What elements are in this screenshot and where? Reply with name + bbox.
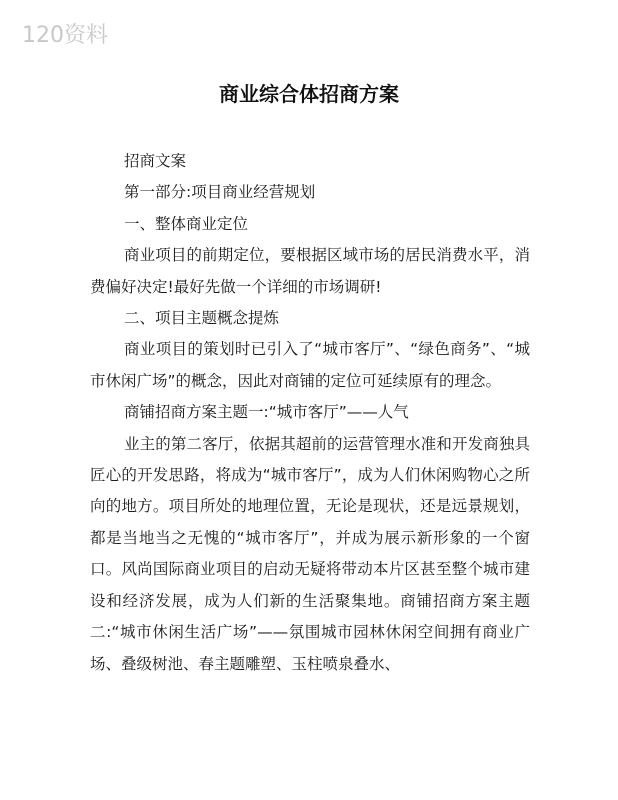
section-heading: 一、整体商业定位 <box>124 214 249 233</box>
document-title: 商业综合体招商方案 <box>219 82 399 106</box>
body-paragraph: 商业项目的策划时已引入了“城市客厅”、“绿色商务”、“城市休闲广场”的概念，因此对商铺的定位可延续原有的理念。 <box>90 340 530 390</box>
section-label: 招商文案 <box>124 152 187 170</box>
body-paragraph: 商业项目的前期定位，要根据区域市场的居民消费水平，消费偏好决定!最好先做一个详细的市场调研! <box>90 246 530 296</box>
watermark: 120资料 <box>22 23 108 48</box>
theme-heading: 商铺招商方案主题一:“城市客厅”——人气 <box>124 403 409 422</box>
section-heading: 二、项目主题概念提炼 <box>124 309 280 328</box>
part-heading: 第一部分:项目商业经营规划 <box>124 183 316 202</box>
body-paragraph: 业主的第二客厅，依据其超前的运营管理水准和开发商独具匠心的开发思路，将成为“城市客厅”，成为人们休闲购物心之所向的地方。项目所处的地理位置，无论是现状，还是远景规划，都是当地当之无愧的“城市客厅”，并成为展示新形象的一个窗口。风尚国际商业项目的启动无疑将带动本片区甚至整个城市建设和经济发展，成为人们新的生活聚集地。商铺招商方案主题二:“城市休闲生活广场”——氛围城市园林休闲空间拥有商业广场、叠级树池、春主题雕塑、玉柱喷泉叠水、 <box>90 434 530 673</box>
document-body <box>90 146 530 680</box>
